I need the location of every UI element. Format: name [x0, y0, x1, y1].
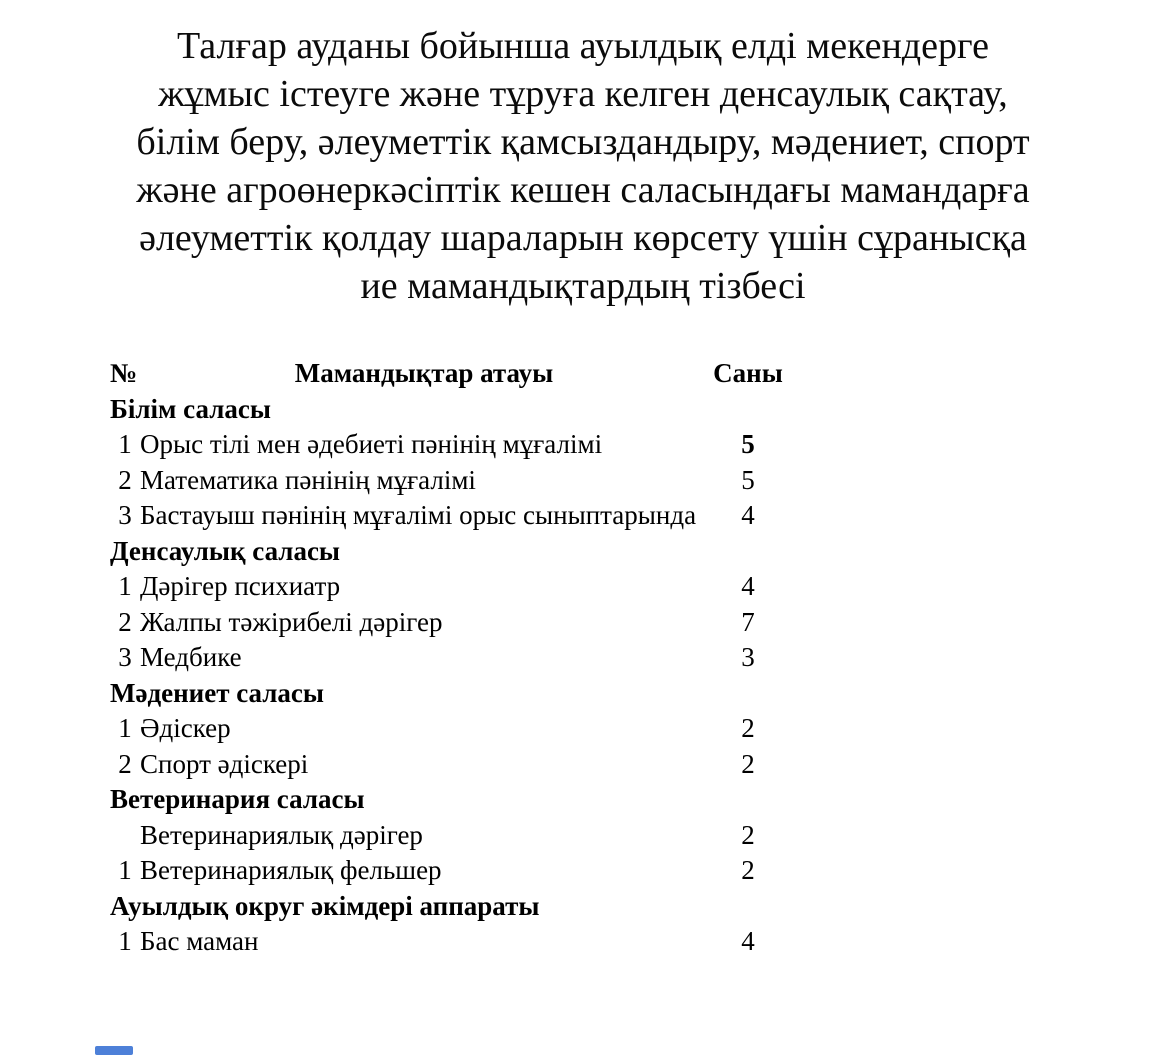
profession-count: 7 — [741, 606, 755, 637]
section-row — [110, 889, 1166, 925]
column-header-no: № — [110, 358, 138, 388]
profession-count: 5 — [741, 464, 755, 495]
section-title: Ветеринария саласы — [110, 784, 365, 814]
partial-blue-element — [95, 1046, 133, 1055]
table-row — [110, 924, 1166, 960]
table-row — [110, 463, 1166, 499]
table-row — [110, 853, 1166, 889]
row-number: 1 — [118, 571, 132, 601]
profession-name: Ветеринариялық дәрігер — [140, 819, 423, 850]
title-line: білім беру, әлеуметтік қамсыздандыру, мәдениет, спорт — [136, 121, 1030, 163]
profession-name: Математика пәнінің мұғалімі — [140, 464, 476, 495]
row-number: 1 — [118, 855, 132, 885]
table-row — [110, 640, 1166, 676]
title-line: ие мамандықтардың тізбесі — [360, 265, 806, 307]
profession-name: Ветеринариялық фельшер — [140, 855, 442, 885]
profession-count: 2 — [741, 855, 755, 885]
profession-name: Медбике — [140, 642, 242, 672]
column-header-count: Саны — [713, 358, 783, 388]
profession-name: Әдіскер — [140, 713, 231, 743]
profession-count: 2 — [741, 748, 755, 779]
section-row — [110, 534, 1166, 570]
profession-count: 4 — [741, 500, 755, 530]
profession-count: 4 — [741, 926, 755, 956]
section-row — [110, 392, 1166, 428]
row-number: 1 — [118, 926, 132, 956]
table-row — [110, 605, 1166, 641]
table-row — [110, 498, 1166, 534]
table-row — [110, 711, 1166, 747]
title-line: және агроөнеркәсіптік кешен саласындағы мамандарға — [136, 169, 1030, 211]
table-row — [110, 818, 1166, 854]
row-number: 2 — [118, 748, 132, 779]
profession-count: 2 — [741, 819, 755, 850]
section-title: Мәдениет саласы — [110, 677, 324, 708]
row-number: 1 — [118, 713, 132, 743]
table-row — [110, 747, 1166, 783]
section-row — [110, 676, 1166, 712]
row-number: 3 — [118, 642, 132, 672]
table-header-row — [110, 356, 1166, 392]
title-line: Талғар ауданы бойынша ауылдық елді мекендерге — [177, 25, 989, 67]
table-row — [110, 569, 1166, 605]
column-header-name: Мамандықтар атауы — [294, 358, 554, 388]
title-line: жұмыс істеуге және тұруға келген денсаулық сақтау, — [158, 73, 1008, 115]
profession-name: Бас маман — [140, 926, 259, 956]
row-number: 2 — [118, 606, 132, 637]
section-title: Денсаулық саласы — [110, 535, 341, 566]
title-line: әлеуметтік қолдау шараларын көрсету үшін сұранысқа — [139, 217, 1027, 259]
page-title — [0, 22, 1166, 310]
section-title: Білім саласы — [110, 393, 271, 424]
profession-count: 3 — [741, 642, 755, 672]
row-number: 2 — [118, 464, 132, 495]
section-title: Ауылдық округ әкімдері аппараты — [110, 890, 540, 921]
profession-count: 5 — [741, 429, 755, 459]
profession-name: Жалпы тәжірибелі дәрігер — [140, 606, 443, 637]
row-number: 3 — [118, 500, 132, 530]
profession-name: Дәрігер психиатр — [140, 571, 341, 601]
table-body — [110, 392, 1166, 960]
professions-table — [0, 356, 1166, 960]
table-row — [110, 427, 1166, 463]
profession-count: 4 — [741, 571, 755, 601]
profession-name: Бастауыш пәнінің мұғалімі орыс сыныптарында — [140, 500, 697, 530]
row-number: 1 — [118, 429, 132, 459]
profession-name: Орыс тілі мен әдебиеті пәнінің мұғалімі — [140, 429, 603, 459]
section-row — [110, 782, 1166, 818]
profession-count: 2 — [741, 713, 755, 743]
profession-name: Спорт әдіскері — [140, 748, 309, 779]
